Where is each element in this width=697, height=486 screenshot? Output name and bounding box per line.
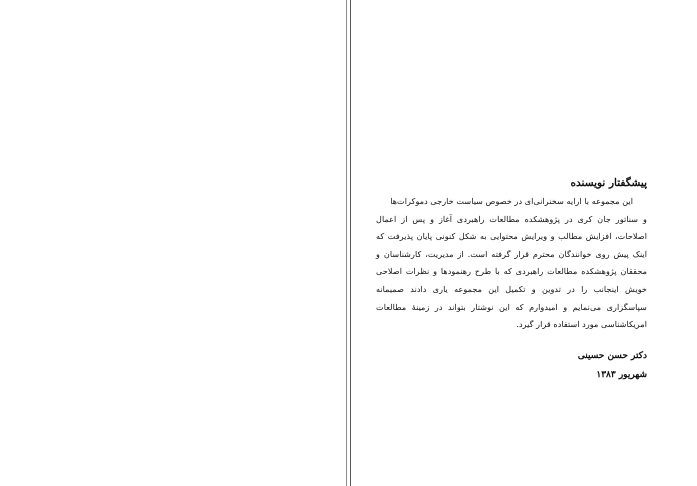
preface-block — [376, 176, 647, 334]
gutter-line — [346, 0, 347, 486]
paragraph-line: اصلاحات، افزایش مطالب و ویرایش محتوایی به شکل کنونی پایان پذیرفت که — [376, 231, 647, 242]
paragraph-line: اینک پیش روی خوانندگان محترم قرار گرفته است. از مدیریت، کارشناسان و — [376, 248, 647, 259]
author-name: دکتر حسن حسینی — [577, 351, 647, 361]
paragraph-line: سپاسگزاری می‌نمایم و امیدوارم که این نوشتار بتواند در زمینهٔ مطالعات — [376, 301, 647, 312]
paragraph-line: و سناتور جان کری در پژوهشکده مطالعات راهبردی آغاز و پس از اعمال — [376, 213, 647, 224]
paragraph-line: خویش اینجانب را در تدوین و تکمیل این مجموعه یاری دادند صمیمانه — [376, 283, 647, 294]
preface-date: شهریور ۱۳۸۳ — [596, 370, 647, 380]
left-page — [0, 0, 344, 486]
paragraph-line: محققان پژوهشکده مطالعات راهبردی که با طرح رهنمودها و نظرات اصلاحی — [376, 266, 647, 277]
paragraph-line: امریکاشناسی مورد استفاده قرار گیرد. — [516, 319, 647, 330]
paragraph-line: این مجموعه با ارایه سخنرانی‌ای در خصوص سیاست خارجی دموکرات‌ها — [390, 196, 633, 206]
gutter-line — [350, 0, 351, 486]
preface-heading: پیشگفتار نویسنده — [570, 177, 647, 189]
